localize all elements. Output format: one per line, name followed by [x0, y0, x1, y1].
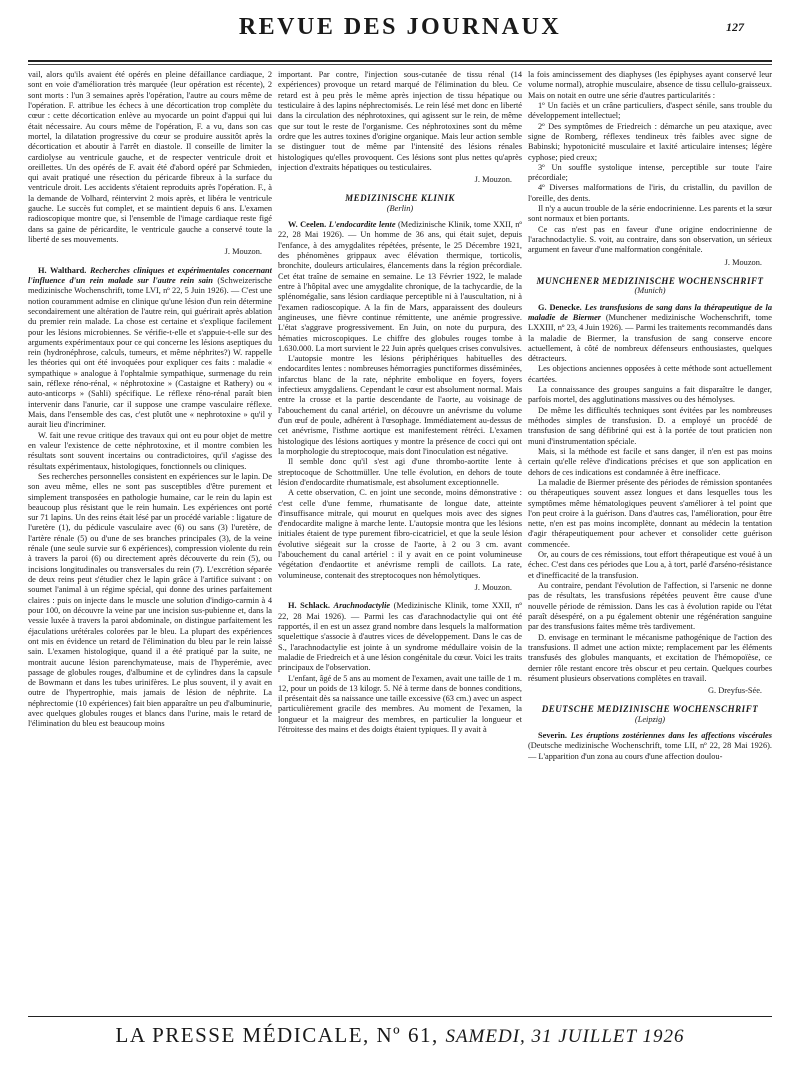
page-footer — [28, 1016, 772, 1056]
journal-heading: MUNCHENER MEDIZINISCHE WOCHENSCHRIFT — [536, 275, 764, 286]
article-paragraph: L'enfant, âgé de 5 ans au moment de l'examen, avait une taille de 1 m. 12, pour un poids de 13 kilogr. 5. Né à terme dans de bonnes conditions, il présentait dès sa naissance une taille excessive (63 cm.) avec un aspect particulièrement gracile des membres. Au moment de l'examen, la longueur et la maigreur des membres, en particulier la longueur et l'étroitesse des mains et des doigts étaient typiques. Il y avait à — [278, 673, 522, 735]
header-rule — [28, 60, 772, 62]
article-signature: J. Mouzon. — [224, 247, 262, 257]
article-paragraph: L'autopsie montre les lésions périphériques habituelles des endocardites lentes : nombreuses hémorragies punctiformes disséminées, infarctus blanc de la rate, néphrite embolique en foyers, foyers infectieux amygdaliens. Cependant le cœur est absolument normal. Mais entre la crosse et la partie descendante de l'aorte, au voisinage de l'abouchement du canal artériel, on découvre un anévrisme du volume d'un œuf de poule, adhérent à l'œsophage. Immédiatement au-dessus de cet anévrisme, l'isthme aortique est manifestement rétréci. L'examen histologique des lésions aortiques y montre la présence de cocci qui ont la morphologie du streptocoque, mais dont l'inoculation est négative. — [278, 354, 522, 456]
journal-city: (Leipzig) — [634, 714, 666, 724]
footer-line — [28, 1023, 772, 1048]
article-author: G. Denecke. — [538, 302, 582, 312]
article-paragraph: Au contraire, pendant l'évolution de l'affection, si l'arsenic ne donne pas de résultats, les transfusions répétées peuvent être cause d'une nouvelle période de rémission. Dans les cas à évolution rapide ou l'état paraît désespéré, on a pu également obtenir une régénération sanguine par des transfusions faites même très tardivement. — [528, 581, 772, 632]
article-paragraph: A cette observation, C. en joint une seconde, moins démonstrative : c'est celle d'une femme, rhumatisante de longue date, atteinte d'insuffisance mitrale, qui mourut en quelques mois avec des signes d'endocardite maligne à marche lente. L'autopsie montra que les lésions initiales étaient de type purement fibro-cicatriciel, et que la seule lésion évolutive siégeait sur la crosse de l'aorte, à 2 ou 3 cm. avant l'abouchement du canal artériel : il y avait en ce point volumineuse végétation d'endaortite et anévrisme rempli de caillots. La rate, volumineuse, contenait des streptocoques non hémolytiques. — [278, 488, 522, 580]
header-rule-thin — [28, 64, 772, 65]
article-author: W. Ceelen. — [288, 220, 327, 230]
list-item: 2º Des symptômes de Friedreich : démarche un peu ataxique, avec signe de Romberg, réflexes tendineux très faibles avec signe de Babinski; hypotonicité musculaire et laxité articulaire intenses; légère cyphose; pied creux; — [528, 121, 772, 162]
article-continuation: la fois amincissement des diaphyses (les épiphyses ayant conservé leur volume normal), atrophie musculaire, absence de tissu cellulo-graisseux. Mais on notait en outre une série d'autres particularités : — [528, 70, 772, 100]
article-paragraph: De même les difficultés techniques sont évitées par les nombreuses méthodes simples de transfusion. D. a employé un procédé de transfusion de sang défibriné qui est à la portée de tout praticien non muni d'instrumentation spéciale. — [528, 405, 772, 446]
article-continuation: vail, alors qu'ils avaient été opérés en pleine défaillance cardiaque, 2 sont en voie d'amélioration très marquée (leur opération est récente), 2 sont morts : l'un 3 semaines après l'opération, l'autre au cours même de l'opération. F. attribue les échecs à une décortication trop complète du cœur : cette décortication enlève au myocarde un point d'appui qui lui était nécessaire. Au cours même de l'opération, F. a vu, dans son cas mortel, la dilatation progressive du cœur se produire aussitôt après la décortication et aboutir à l'arrêt en diastole. Il conseille de limiter la cardiolyse au ventricule gauche, et de respecter ventricule droit et oreillettes. Un des opérés de F. avait été d'abord opéré par Schmieden, qui avait pratiqué une résection du péricarde fibreux à la surface du ventricule droit. Les accidents s'étaient reproduits après l'opération. F., à la demande de Volhard, réintervint 2 mois après, et libéra le ventricule gauche. Le succès fut complet, et se maintient depuis 6 ans. L'examen radioscopique montre que, si l'ensemble de l'image cardiaque reste figé dans sa gaine de péricardite, le ventricule gauche a conservé toute la liberté de ses mouvements. — [28, 70, 272, 244]
article-paragraph: La connaissance des groupes sanguins a fait disparaître le danger, parfois mortel, des agglutinations massives ou des hémolyses. — [528, 385, 772, 405]
article-paragraph: Or, au cours de ces rémissions, tout effort thérapeutique est voué à un échec. C'est dans ces périodes que Lou a, à tort, parlé d'arséno-résistance et d'inefficacité de la transfusion. — [528, 550, 772, 580]
article-continuation: important. Par contre, l'injection sous-cutanée de tissu rénal (14 expériences) provoque un retard marqué de l'élimination du bleu. Ce retard est à peu près le même après injection de tissu hépatique ou testiculaire à des lapins néphrectomisés. Le rein lésé met donc en liberté dans la circulation des néphrotoxines, qui agissent sur le rein, de même que sur tout le reste de l'organisme. Ces néphrotoxines sont du même ordre que les autres toxines d'origine organique. Mais leur action semble se distinguer tout de même par l'intensité des lésions rénales histologiques qu'elles provoquent. Ces lésions sont plus nettes qu'après injection d'extraits hépatiques ou testiculaires. — [278, 70, 522, 172]
journal-city: (Berlin) — [386, 203, 414, 213]
article-paragraph: Mais, si la méthode est facile et sans danger, il n'en est pas moins certain qu'elle relève d'indications précises et que son application en dehors de ces indications est condamnée à être inefficace. — [528, 446, 772, 477]
article-body: (Medizinische Klinik, tome XXII, nº 22, 28 Mai 1926). — Parmi les cas d'arachnodactylie qui ont été rapportés, il en est un assez grand nombre dans lesquels la malformation squelettique s'associe à d'autres vices de développement. Dans le cas de S., l'arachnodactylie est jointe à un syndrome médullaire voisin de la maladie de Friedreich et à une lésion congénitale du cœur. Voici les traits principaux de l'observation. — [278, 601, 522, 673]
article-body: (Munchener medizinische Wochenschrift, tome LXXIII, nº 23, 4 Juin 1926). — Parmi les traitements recommandés dans la maladie de Biermer, la transfusion de sang conserve encore actuellement, à côté de nombreux défenseurs enthousiastes, quelques détracteurs. — [528, 312, 772, 364]
column-right — [528, 70, 772, 1006]
article-schlack — [278, 601, 522, 673]
article-body: (Schweizerische medizinische Wochenschrift, tome LVI, nº 22, 5 Juin 1926). — C'est une notion couramment admise en clinique qu'une lésion d'un rein détermine secondairement une altération de l'autre rein, qui guérirait après ablation du premier rein malade. La chose est certaine et s'explique facilement pour les lésions microbiennes. Se vérifie-t-elle et s'appuie-t-elle sur des arguments expérimentaux pour ce qui concerne les lésions aseptiques du rein (hydronéphrose, calculs, tumeurs, et même néphrites?) W. rappelle les théories qui ont été invoquées pour expliquer ces faits : maladie « sympathique » analogue à l'ophtalmie sympathique, surmenage du rein sain, réflexe réno-rénal, « néphrotoxine » (Castaigne et Rathery) ou « auto-anticorps » (Sahli) spécifique. Le réflexe réno-rénal paraît bien intervenir dans l'anurie, car il suppose une crampe vasculaire réflexe. Mais, dans l'ensemble des cas, c'est plutôt une « nephrotoxine » qu'il y aurait lieu d'incriminer. — [28, 275, 272, 430]
page-number: 127 — [726, 20, 744, 34]
article-denecke — [528, 303, 772, 365]
list-item: 4º Diverses malformations de l'iris, du cristallin, du pavillon de l'oreille, des dents. — [528, 183, 772, 203]
article-ceelen — [278, 220, 522, 354]
article-body: (Medizinische Klinik, tome XXII, nº 22, 28 Mai 1926). — Un homme de 36 ans, qui était sujet, depuis l'enfance, à des amygdalites répétées, présente, le 25 Décembre 1921, des phénomènes grippaux avec élévation thermique, torticolis, bronchite, douleurs articulaires, élancements dans la région précordiale. Cet état traîne de semaine en semaine. Le 13 Février 1922, le malade entre à l'hôpital avec une amygdalite chronique, de la tachycardie, de la splénomégalie, sans lésion cardiaque perceptible ni à l'auscultation, ni à l'examen radioscopique. A la fin de Mars, apparaissent des douleurs angineuses, une fièvre continue rémittente, une anémie progressive. L'état s'aggrave progressivement. En Juin, on note du purpura, des hématies microscopiques. Le chiffre des globules rouges tombe à 1.630.000. La mort survient le 22 Juin après quelques crises convulsives. — [278, 220, 522, 353]
article-title: Les éruptions zostériennes dans les affections viscérales — [570, 731, 772, 741]
article-author: Severin. — [538, 731, 567, 741]
journal-name: LA PRESSE MÉDICALE, Nº 61, — [115, 1023, 439, 1047]
footer-rule — [28, 1016, 772, 1017]
article-paragraph: La maladie de Biermer présente des périodes de rémission spontanées ou thérapeutiques souvent assez longues et dans lesquelles tous les symptômes même hématologiques peuvent s'améliorer à tel point que l'on peut croire à la guérison. Dans d'autres cas, l'amélioration, pour être nette, n'en est pas moins incomplète, donnant au médecin la tentation d'agir thérapeutiquement pour achever et consolider cette guérison commencée. — [528, 477, 772, 549]
article-paragraph: Ses recherches personnelles consistent en expériences sur le lapin. De son aveu même, elles ne sont pas susceptibles d'être purement et simplement transposées en pathologie humaine, car le rein du lapin est beaucoup plus résistant que le rein humain. Les expériences ont porté sur 71 lapins. Un des reins était lésé par un procédé variable : ligature de l'uretère (1), du pédicule vasculaire avec (6) ou sans (3) l'uretère, de l'artère rénale (5) ou d'une de ses branches principales (3), de la veine rénale (une seule survie sur 6 expériences), compression violente du rein à travers la paroi (6) ou directement après découverte du rein (5), ou incisions longitudinales ou transversales du rein (7). L'excrétion séparée de deux reins peut s'étudier chez le lapin grâce à l'artifice suivant : on soumet l'animal à un régime spécial, qui donne des urines parfaitement claires : puis on injecte dans le muscle une solution d'indigo-carmin à 4 pour 100, on découvre la veine par une incision sus-pubienne et, dans la vessie luxée à travers la paroi abdominale, on distingue parfaitement les éjaculations urétérales colorées par le bleu. La plupart des expériences ont mis en évidence un retard de l'élimination du bleu par le rein laissé sain. L'examen histologique, quand il a été pratiqué par la suite, ne montrait aucune lésion parenchymateuse, mais de l'hyperémie, avec passage de globules rouges, d'albumine et de cylindres dans la capsule de Bowmann et dans les tubes urinifères. Le plus souvent, il y avait en outre de l'hypertrophie, mais jamais de lésion de néphrite. La néphrectomie (10 expériences) fait bien apparaître un peu d'albuminurie, avec quelques globules rouges et blancs dans l'urine, mais le retard de l'élimination du bleu est beaucoup moins — [28, 471, 272, 729]
article-author: H. Walthard. — [38, 265, 87, 275]
article-severin — [528, 731, 772, 762]
article-walthard — [28, 266, 272, 431]
article-signature: J. Mouzon. — [474, 175, 512, 185]
page-header — [0, 0, 800, 70]
issue-date: SAMEDI, 31 JUILLET 1926 — [445, 1026, 685, 1047]
article-title: Arachnodactylie — [333, 601, 391, 611]
article-signature: J. Mouzon. — [724, 257, 762, 267]
article-paragraph: D. envisage en terminant le mécanisme pathogénique de l'action des transfusions. Il admet une action mixte; remplacement par les éléments transfusés des globules manquants, et excitation de l'hémopoïèse, ce dernier rôle restant encore très obscur et peu certain. Quelques courbes résument plusieurs observations complètes en travail. — [528, 632, 772, 683]
list-item: 3º Un souffle systolique intense, perceptible sur toute l'aire précordiale; — [528, 162, 772, 183]
journal-heading: MEDIZINISCHE KLINIK — [345, 193, 455, 204]
list-item: 1º Un faciès et un crâne particuliers, d'aspect sénile, sans trouble du développement intellectuel; — [528, 100, 772, 121]
article-paragraph: Il n'y a aucun trouble de la série endocrinienne. Les parents et la sœur sont normaux et bien portants. — [528, 204, 772, 224]
article-paragraph: Ce cas n'est pas en faveur d'une origine endocrinienne de l'arachnodactylie. S. voit, au contraire, dans son observation, un sérieux argument en faveur d'une malformation congénitale. — [528, 224, 772, 255]
journal-heading: DEUTSCHE MEDIZINISCHE WOCHENSCHRIFT — [541, 704, 759, 715]
article-title: Recherches cliniques et expérimentales concernant l'influence d'un rein malade sur l'autre rein sain — [28, 265, 272, 285]
column-left — [28, 70, 272, 1006]
article-signature: J. Mouzon. — [474, 583, 512, 592]
article-author: H. Schlack. — [288, 601, 331, 611]
article-signature: G. Dreyfus-Sée. — [708, 686, 762, 696]
article-paragraph: Les objections anciennes opposées à cette méthode sont actuellement écartées. — [528, 364, 772, 384]
article-paragraph: W. fait une revue critique des travaux qui ont eu pour objet de mettre en valeur l'existence de cette néphrotoxine, et il montre combien les résultats sont souvent incertains ou contradictoires, qu'il s'agisse des résultats expérimentaux, histologiques, fonctionnels ou cliniques. — [28, 430, 272, 471]
article-body: (Deutsche medizinische Wochenschrift, tome LII, nº 22, 28 Mai 1926). — L'apparition d'un zona au cours d'une affection doulou- — [528, 741, 772, 761]
journal-section-title: REVUE DES JOURNAUX — [238, 14, 562, 40]
article-title: Les transfusions de sang dans la thérapeutique de la maladie de Biermer — [528, 302, 772, 322]
article-title: L'endocardite lente — [328, 220, 396, 230]
article-paragraph: Il semble donc qu'il s'est agi d'une thrombo-aortite lente à streptocoque de Schottmüller. Une telle évolution, en dehors de toute lésion d'endocardite rhumatismale, est absolument exceptionnelle. — [278, 457, 522, 487]
journal-city: (Munich) — [634, 286, 666, 296]
column-middle — [278, 70, 522, 1006]
